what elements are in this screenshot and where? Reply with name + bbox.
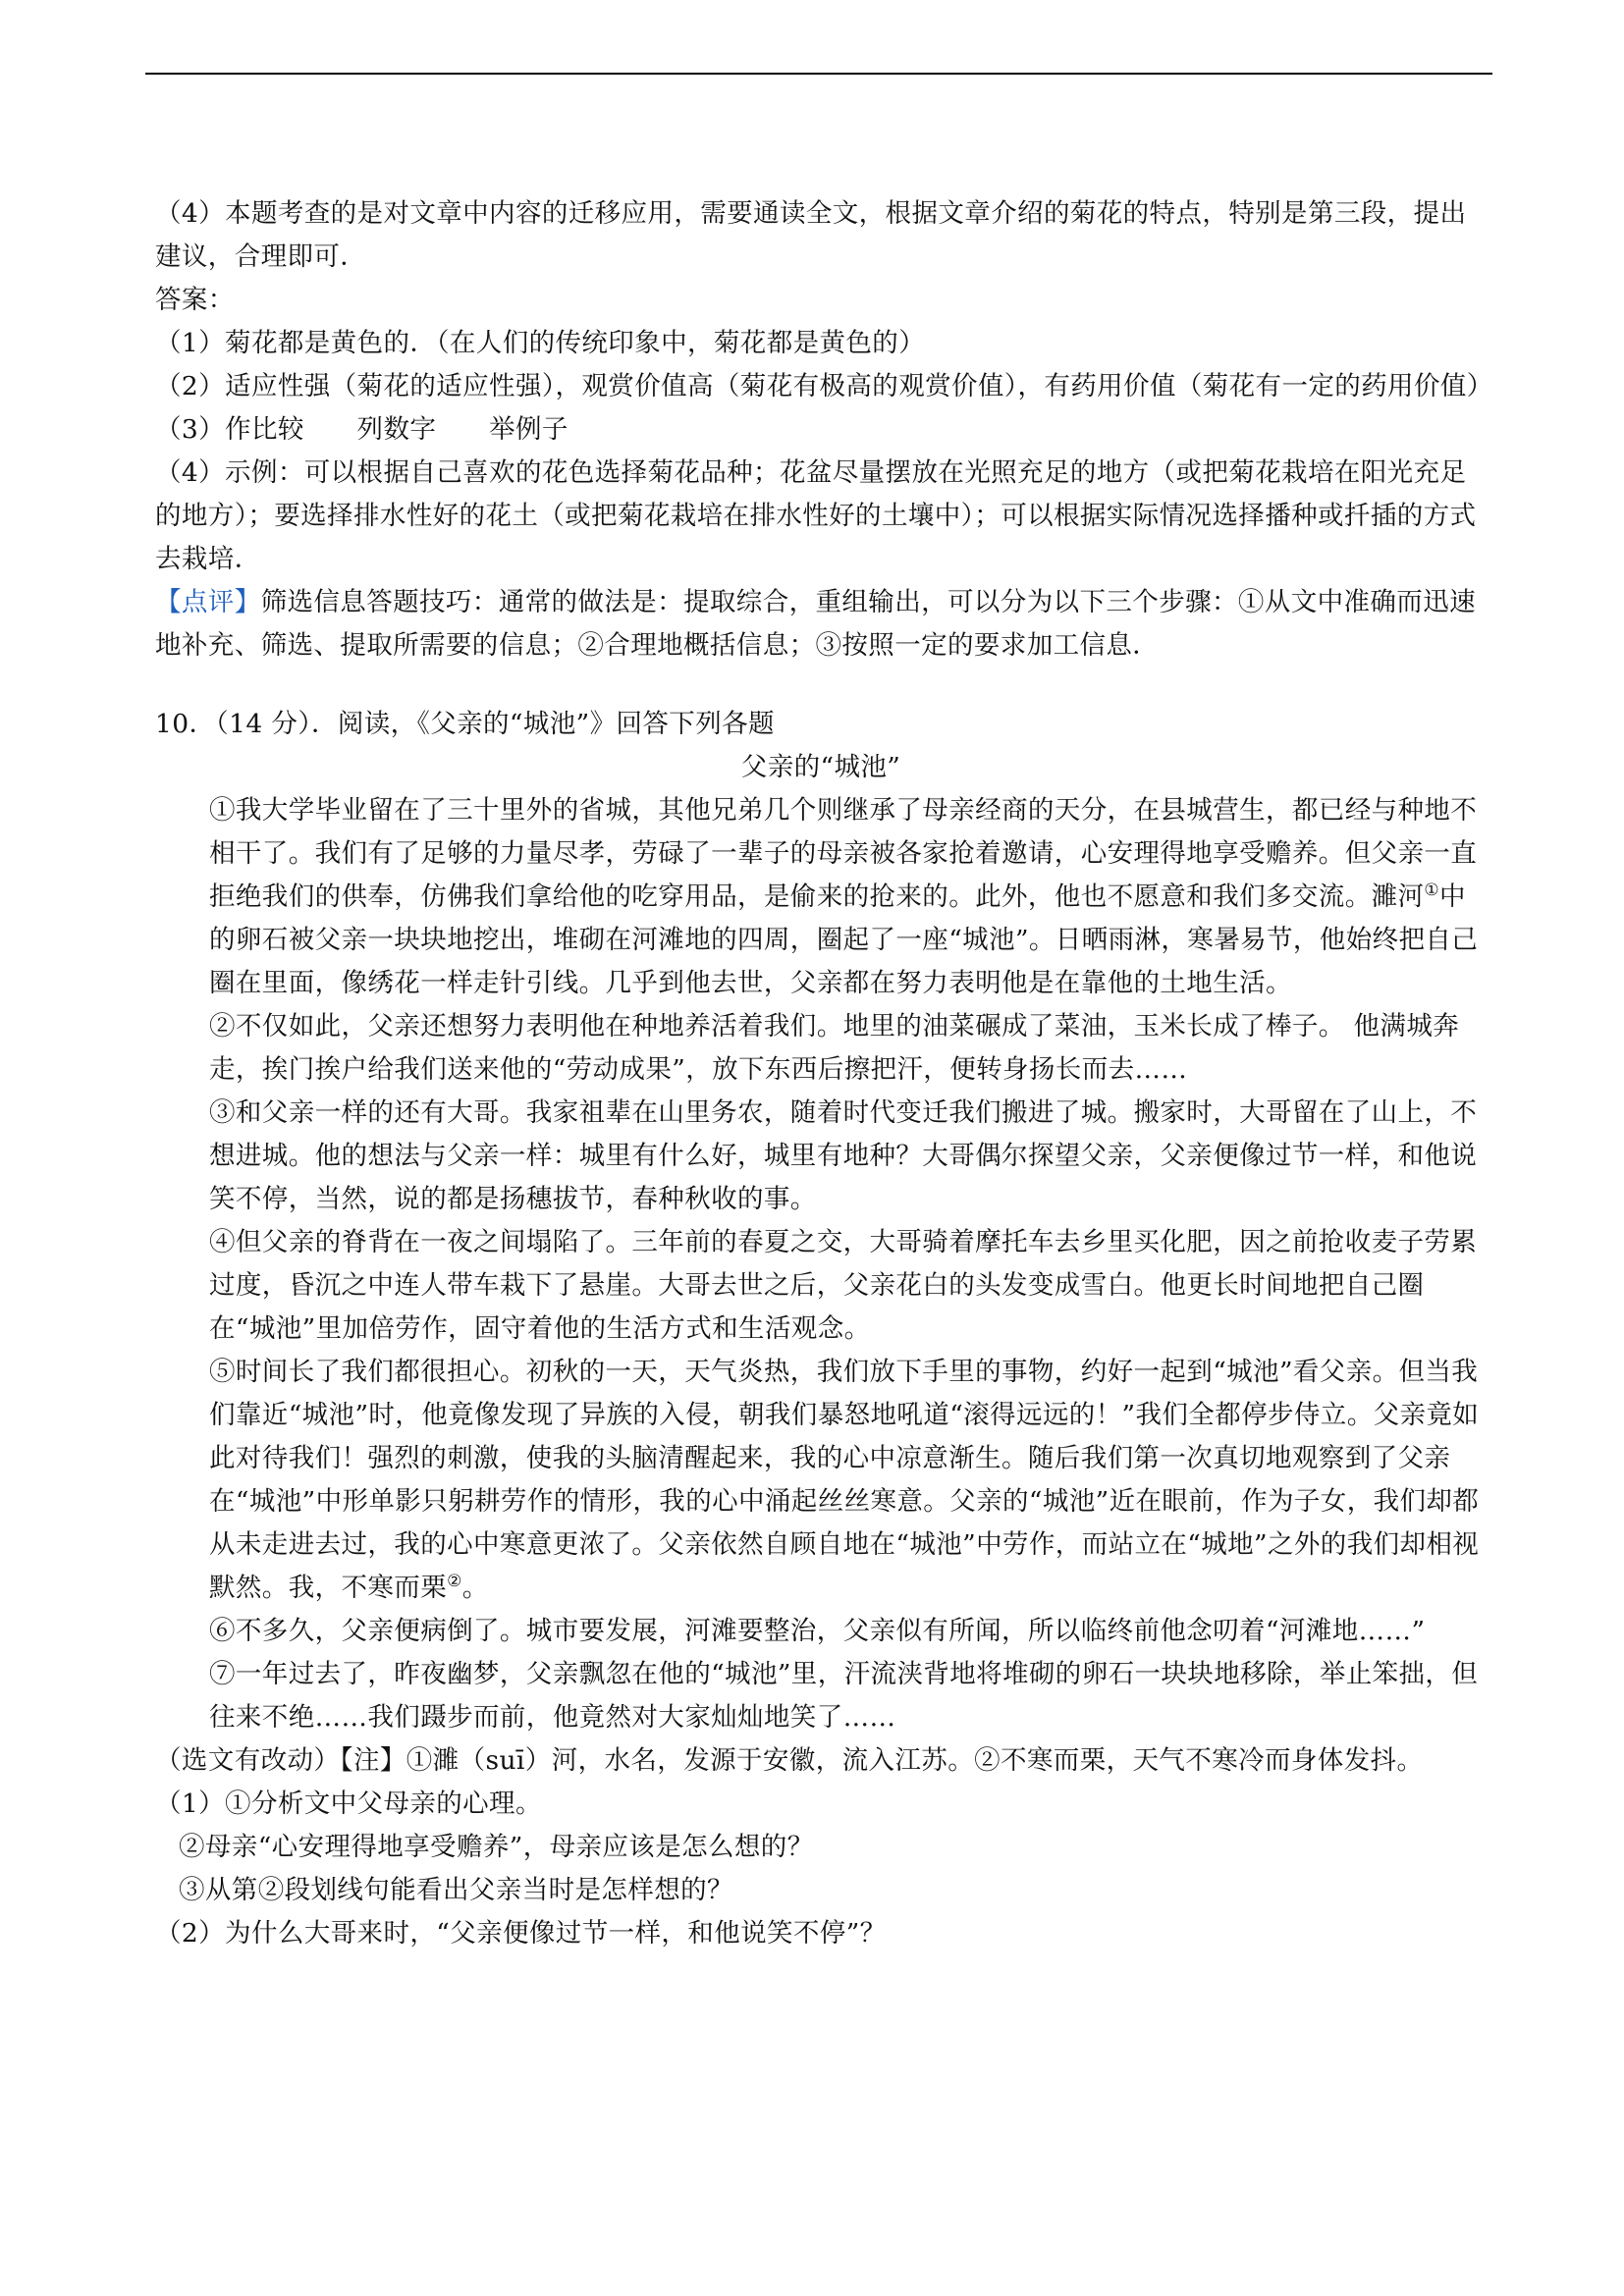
question-heading: 10．（14 分）．阅读，《父亲的“城池”》回答下列各题 <box>155 709 775 739</box>
footnote-marker-2: ② <box>447 1572 462 1592</box>
passage-paragraph-2: ②不仅如此，父亲还想努力表明他在种地养活着我们。地里的油菜碾成了菜油，玉米长成了棒子。 他满城奔走，挨门挨户给我们送来他的“劳动成果”，放下东西后擦把汗，便转身扬长而去…… <box>209 1011 1460 1085</box>
passage-paragraph-5 <box>155 1351 1487 1610</box>
passage-paragraph-4: ④但父亲的脊背在一夜之间塌陷了。三年前的春夏之交，大哥骑着摩托车去乡里买化肥，因之前抢收麦子劳累过度，昏沉之中连人带车栽下了悬崖。大哥去世之后，父亲花白的头发变成雪白。他更长时间地把自己圈在“城池”里加倍劳作，固守着他的生活方式和生活观念。 <box>209 1227 1478 1344</box>
passage-note: （选文有改动）【注】①濉（suī）河，水名，发源于安徽，流入江苏。②不寒而栗，天气不寒冷而身体发抖。 <box>155 1745 1424 1776</box>
sub-question-2: （2）为什么大哥来时，“父亲便像过节一样，和他说笑不停”？ <box>155 1918 887 1949</box>
sub-question-1-2: ②母亲“心安理得地享受赡养”，母亲应该是怎么想的？ <box>179 1832 814 1862</box>
p5-part-b: 。 <box>461 1573 489 1603</box>
sub-question-1-3: ③从第②段划线句能看出父亲当时是怎样想的？ <box>179 1875 733 1905</box>
answer-label: 答案： <box>155 285 235 315</box>
comment-text: 筛选信息答题技巧：通常的做法是：提取综合，重组输出，可以分为以下三个步骤：①从文中准确而迅速地补充、筛选、提取所需要的信息；②合理地概括信息；③按照一定的要求加工信息． <box>155 587 1477 661</box>
answer-2: （2）适应性强（菊花的适应性强），观赏价值高（菊花有极高的观赏价值），有药用价值（菊花有一定的药用价值） <box>155 371 1493 401</box>
sub-question-1: （1）①分析文中父母亲的心理。 <box>155 1789 542 1819</box>
comment-paragraph <box>155 581 1487 667</box>
passage-paragraph-1 <box>155 789 1487 1005</box>
passage-paragraph-6: ⑥不多久，父亲便病倒了。城市要发展，河滩要整治，父亲似有所闻，所以临终前他念叨着“河滩地……” <box>209 1616 1426 1646</box>
comment-tag: 【点评】 <box>155 587 261 617</box>
passage-title: 父亲的“城池” <box>740 752 901 782</box>
q4-explanation: （4）本题考查的是对文章中内容的迁移应用，需要通读全文，根据文章介绍的菊花的特点，特别是第三段，提出建议，合理即可． <box>155 198 1467 272</box>
p1-part-a: ①我大学毕业留在了三十里外的省城，其他兄弟几个则继承了母亲经商的天分，在县城营生，都已经与种地不相干了。我们有了足够的力量尽孝，劳碌了一辈子的母亲被各家抢着邀请，心安理得地享受赡养。但父亲一直拒绝我们的供奉，仿佛我们拿给他的吃穿用品，是偷来的抢来的。此外，他也不愿意和我们多交流。濉河 <box>209 795 1478 912</box>
answer-3: （3）作比较 列数字 举例子 <box>155 414 568 445</box>
header-rule <box>145 73 1492 75</box>
document-body <box>155 192 1493 1955</box>
p5-part-a: ⑤时间长了我们都很担心。初秋的一天，天气炎热，我们放下手里的事物，约好一起到“城池”看父亲。但当我们靠近“城池”时，他竟像发现了异族的入侵，朝我们暴怒地吼道“滚得远远的！”我们全都停步侍立。父亲竟如此对待我们！强烈的刺激，使我的头脑清醒起来，我的心中凉意渐生。随后我们第一次真切地观察到了父亲在“城池”中形单影只躬耕劳作的情形，我的心中涌起丝丝寒意。父亲的“城池”近在眼前，作为子女，我们却都从未走进去过，我的心中寒意更浓了。父亲依然自顾自地在“城池”中劳作，而站立在“城地”之外的我们却相视默然。我，不寒而栗 <box>209 1357 1480 1603</box>
passage-paragraph-7: ⑦一年过去了，昨夜幽梦，父亲飘忽在他的“城池”里，汗流浃背地将堆砌的卵石一块块地移除，举止笨拙，但往来不绝……我们蹑步而前，他竟然对大家灿灿地笑了…… <box>209 1659 1479 1733</box>
footnote-marker-1: ① <box>1424 881 1440 901</box>
answer-1: （1）菊花都是黄色的．（在人们的传统印象中，菊花都是黄色的） <box>155 328 926 358</box>
p1-part-b: 中的卵石被父亲一块块地挖出，堆砌在河滩地的四周，圈起了一座“城池”。日晒雨淋，寒暑易节，他始终把自己圈在里面，像绣花一样走针引线。几乎到他去世，父亲都在努力表明他是在靠他的土地生活。 <box>209 881 1479 998</box>
answer-4: （4）示例：可以根据自己喜欢的花色选择菊花品种；花盆尽量摆放在光照充足的地方（或把菊花栽培在阳光充足的地方）；要选择排水性好的花土（或把菊花栽培在排水性好的土壤中）；可以根据实际情况选择播种或扦插的方式去栽培． <box>155 457 1477 574</box>
passage-paragraph-3: ③和父亲一样的还有大哥。我家祖辈在山里务农，随着时代变迁我们搬进了城。搬家时，大哥留在了山上，不想进城。他的想法与父亲一样：城里有什么好，城里有地种？大哥偶尔探望父亲，父亲便像过节一样，和他说笑不停，当然，说的都是扬穗拔节，春种秋收的事。 <box>209 1097 1478 1214</box>
